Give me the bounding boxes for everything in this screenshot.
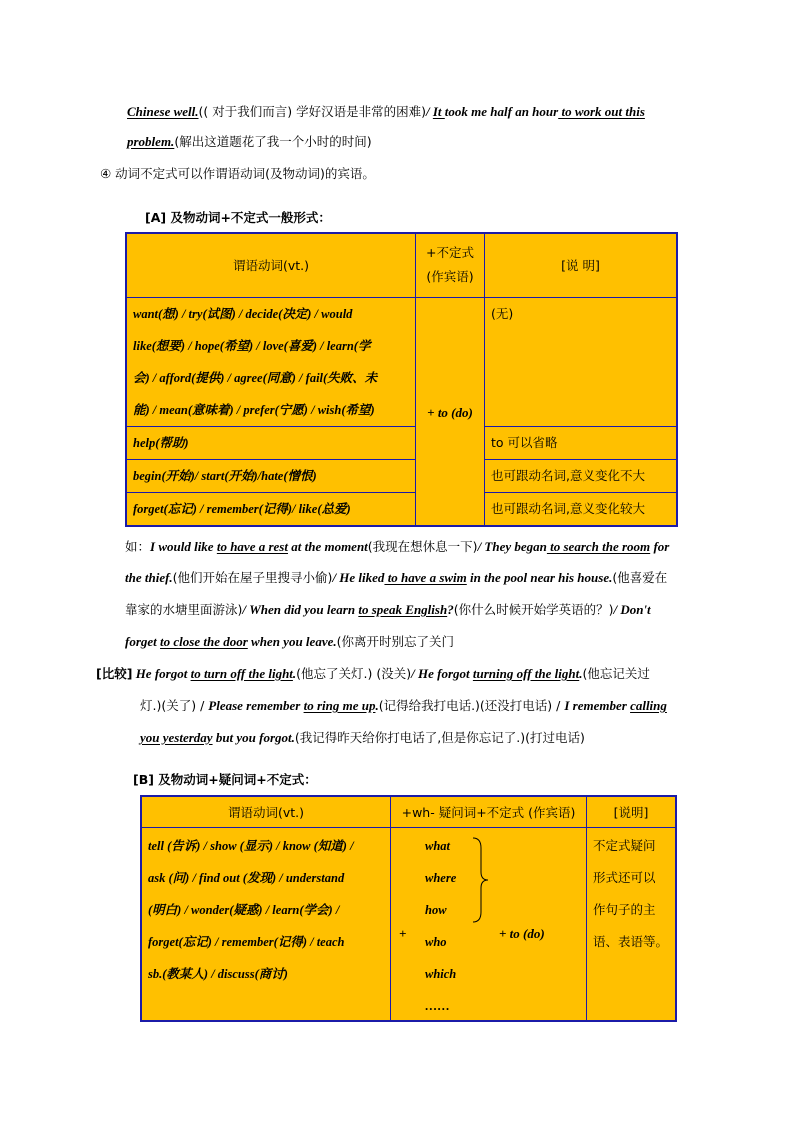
to-do: + to (do) [499,925,545,941]
verb-list: help(帮助) [126,426,416,459]
intro-text: took me half an hour [444,104,559,119]
table-row [126,426,677,459]
intro-translation: (( 对于我们而言) 学好汉语是非常的困难) [198,104,426,119]
note-cell: to 可以省略 [485,426,678,459]
example-line-4: forget to close the door when you leave.(你离开时别忘了关门 [125,634,454,649]
example-line-2: the thief.(他们开始在屋子里搜寻小偷)/ He liked to have a swim in the pool near his house.(他喜爱在 [125,570,668,585]
verb-list: forget(忘记) / remember(记得)/ like(总爱) [126,492,416,526]
brace-icon [471,836,491,924]
table-header-row [141,796,676,827]
note-cell: 不定式疑问 形式还可以 作句子的主 语、表语等。 [587,827,677,1021]
compare-line-1: [比较] He forgot to turn off the light.(他忘了关灯.) (没关)/ He forgot turning off the light.(他忘记关过 [96,666,650,681]
verb-list: begin(开始)/ start(开始)/hate(憎恨) [126,459,416,492]
table-b [140,795,677,1022]
table-header-row [126,233,677,297]
infinitive-cell: + to (do) [416,297,485,526]
verb-list: tell (告诉) / show (显示) / know (知道) / ask (问) / find out (发现) / understand (明白) / wonder(疑惑) / learn(学会) / forget(忘记) / remember(记得) / teach sb.(教某人) / discuss(商讨) [141,827,391,1021]
table-a [125,232,678,527]
intro-text: to work out this [558,104,645,119]
table-row [126,459,677,492]
table-row [126,297,677,426]
wh-word: what [425,838,451,853]
table-row [126,492,677,526]
wh-word: which [425,966,457,981]
wh-word: how [425,902,447,917]
header-note: [说 明] [485,233,678,297]
table-row [141,827,676,1021]
verb-list: want(想) / try(试图) / decide(决定) / would like(想要) / hope(希望) / love(喜爱) / learn(学 会) / afford(提供) / agree(同意) / fail(失败、未 能) / mean(意味着) / prefer(宁愿) / wish(希望) [126,297,416,426]
intro-line-2 [127,134,372,150]
rule-heading: ④ 动词不定式可以作谓语动词(及物动词)的宾语。 [100,166,375,181]
plus-sign: + [399,925,407,941]
intro-translation: (解出这道题花了我一个小时的时间) [174,134,372,149]
compare-line-2: 灯.)(关了) / Please remember to ring me up.(记得给我打电话.)(还没打电话) / I remember calling [140,698,667,713]
intro-text: Chinese well. [127,104,199,119]
compare-label: [比较] [96,666,133,681]
note-cell: (无) [485,297,678,426]
wh-word: …… [425,998,450,1013]
wh-word: who [425,934,447,949]
header-wh-infinitive: +wh- 疑问词+不定式 (作宾语) [391,796,587,827]
section-a-title: [A] 及物动词+不定式一般形式： [145,210,331,225]
note-cell: 也可跟动名词,意义变化不大 [485,459,678,492]
intro-line-1 [127,104,645,120]
header-predicate-verb: 谓语动词(vt.) [126,233,416,297]
intro-text: problem. [127,134,175,149]
example-line-1: 如：I would like to have a rest at the moment(我现在想休息一下)/ They began to search the room for [125,539,670,554]
section-b-title: [B] 及物动词+疑问词+不定式： [133,772,317,787]
wh-word: where [425,870,457,885]
header-note: [说明] [587,796,677,827]
wh-word-cell [391,827,587,1021]
note-cell: 也可跟动名词,意义变化较大 [485,492,678,526]
compare-line-3: you yesterday but you forgot.(我记得昨天给你打电话了,但是你忘记了.)(打过电话) [140,730,585,745]
example-line-3: 靠家的水塘里面游泳)/ When did you learn to speak English?(你什么时候开始学英语的？)/ Don't [125,602,651,617]
header-infinitive: +不定式 (作宾语) [416,233,485,297]
header-predicate-verb: 谓语动词(vt.) [141,796,391,827]
intro-text: It [432,104,445,119]
separator: / [425,104,433,119]
